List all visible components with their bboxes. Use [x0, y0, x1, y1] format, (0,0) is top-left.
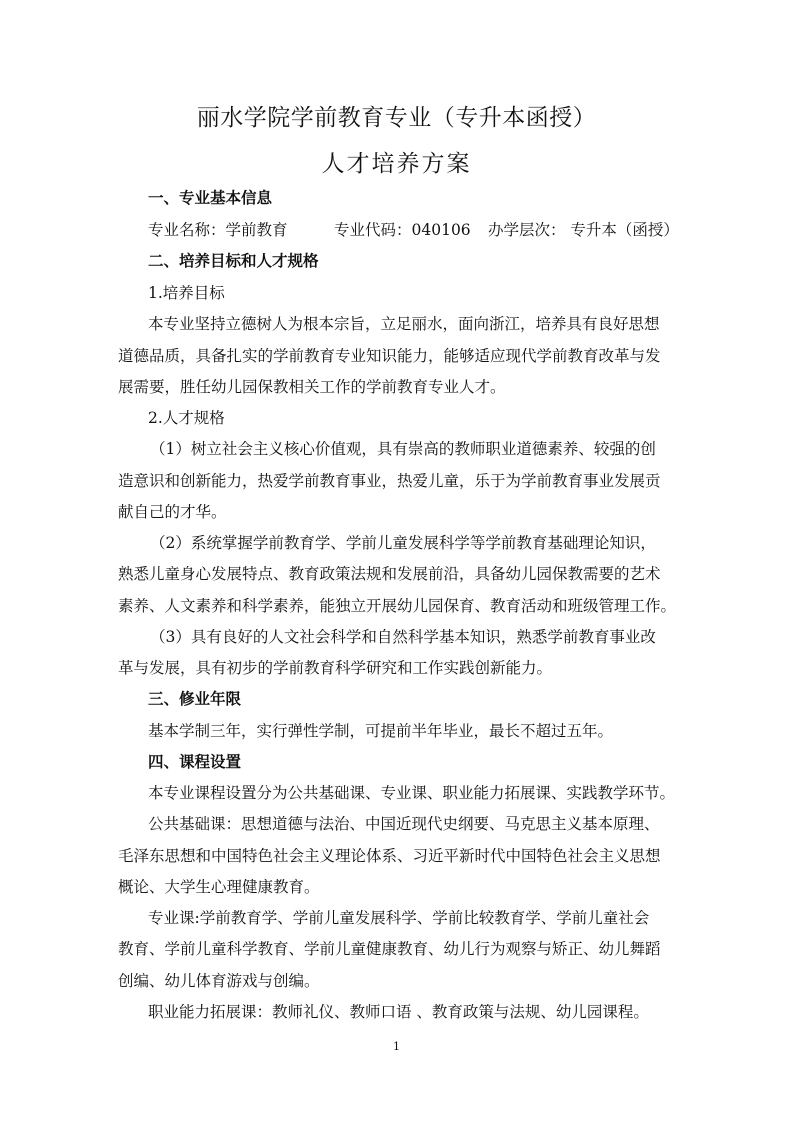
- paragraph-line: 本专业坚持立德树人为根本宗旨，立足丽水，面向浙江，培养具有良好思想: [148, 315, 660, 333]
- section-heading-duration: 三、修业年限: [148, 690, 242, 708]
- paragraph-line: 毛泽东思想和中国特色社会主义理论体系、习近平新时代中国特色社会主义思想: [118, 847, 661, 865]
- study-level: 办学层次： 专升本（函授）: [488, 221, 679, 239]
- major-code: 专业代码：040106: [334, 221, 471, 239]
- paragraph-line: 教育、学前儿童科学教育、学前儿童健康教育、幼儿行为观察与矫正、幼儿舞蹈: [118, 940, 661, 958]
- paragraph-line: （1）树立社会主义核心价值观，具有崇高的教师职业道德素养、较强的创: [150, 440, 656, 458]
- paragraph-line: 本专业课程设置分为公共基础课、专业课、职业能力拓展课、实践教学环节。: [148, 784, 676, 802]
- basic-info-row: [148, 218, 708, 240]
- paragraph-line: 基本学制三年，实行弹性学制，可提前半年毕业，最长不超过五年。: [148, 722, 614, 740]
- paragraph-line: 公共基础课：思想道德与法治、中国近现代史纲要、马克思主义基本原理、: [148, 815, 660, 833]
- paragraph-line: （3）具有良好的人文社会科学和自然科学基本知识，熟悉学前教育事业改: [150, 628, 656, 646]
- paragraph-line: （2）系统掌握学前教育学、学前儿童发展科学等学前教育基础理论知识，: [150, 534, 656, 552]
- major-name: 专业名称：学前教育: [148, 221, 288, 239]
- paragraph-line: 创编、幼儿体育游戏与创编。: [118, 972, 320, 990]
- paragraph-line: 职业能力拓展课：教师礼仪、教师口语 、教育政策与法规、幼儿园课程。: [148, 1003, 649, 1021]
- page-number: 1: [393, 1040, 400, 1053]
- section-heading-courses: 四、课程设置: [148, 753, 242, 771]
- paragraph-line: 道德品质，具备扎实的学前教育专业知识能力，能够适应现代学前教育改革与发: [118, 347, 661, 365]
- paragraph-line: 献自己的才华。: [118, 503, 227, 521]
- document-title: 丽水学院学前教育专业（专升本函授）: [196, 105, 597, 131]
- document-subtitle: 人才培养方案: [321, 151, 472, 177]
- section-heading-basic-info: 一、专业基本信息: [148, 189, 273, 207]
- paragraph-line: 熟悉儿童身心发展特点、教育政策法规和发展前沿，具备幼儿园保教需要的艺术: [118, 565, 661, 583]
- subheading-goal: 1.培养目标: [148, 284, 225, 302]
- paragraph-line: 概论、大学生心理健康教育。: [118, 878, 320, 896]
- paragraph-line: 造意识和创新能力，热爱学前教育事业，热爱儿童，乐于为学前教育事业发展贡: [118, 472, 661, 490]
- subheading-spec: 2.人才规格: [148, 409, 225, 427]
- paragraph-line: 革与发展，具有初步的学前教育科学研究和工作实践创新能力。: [118, 659, 553, 677]
- paragraph-line: 专业课:学前教育学、学前儿童发展科学、学前比较教育学、学前儿童社会: [148, 909, 650, 927]
- paragraph-line: 展需要，胜任幼儿园保教相关工作的学前教育专业人才。: [118, 378, 506, 396]
- section-heading-goals: 二、培养目标和人才规格: [148, 252, 319, 270]
- paragraph-line: 素养、人文素养和科学素养，能独立开展幼儿园保育、教育活动和班级管理工作。: [118, 597, 677, 615]
